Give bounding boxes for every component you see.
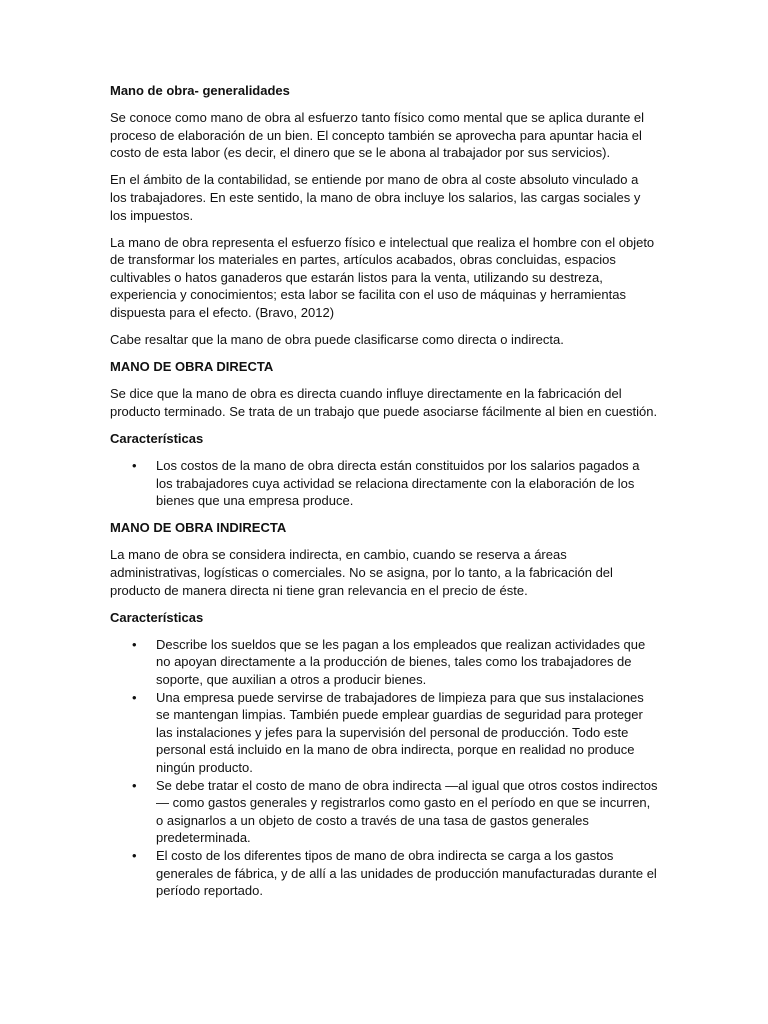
list-item — [132, 457, 658, 510]
intro-paragraph-3: La mano de obra representa el esfuerzo físico e intelectual que realiza el hombre con el objeto de transformar los materiales en partes, artículos acabados, obras concluidas, espacios cultivables o hatos ganaderos que estarán listos para la venta, utilizando su destreza, experiencia y conocimientos; esta labor se facilita con el uso de máquinas y herramientas dispuesta para el efecto. (Bravo, 2012) — [110, 234, 655, 321]
document-title: Mano de obra- generalidades — [110, 83, 290, 98]
indirect-labor-paragraph: La mano de obra se considera indirecta, en cambio, cuando se reserva a áreas administrativas, logísticas o comerciales. No se asigna, por lo tanto, a la fabricación del producto de manera directa ni tiene gran relevancia en el precio de éste. — [110, 547, 613, 598]
bullet-icon: • — [132, 636, 137, 652]
list-item-text: Una empresa puede servirse de trabajadores de limpieza para que sus instalaciones se mantengan limpias. También puede emplear guardias de seguridad para proteger las instalaciones y jefes para la supervisión del personal de producción. Todo este personal está incluido en la mano de obra indirecta, porque en realidad no produce ningún producto. — [156, 689, 644, 775]
direct-features-heading: Características — [110, 431, 204, 446]
list-item-text: El costo de los diferentes tipos de mano de obra indirecta se carga a los gastos generales de fábrica, y de allí a las unidades de producción manufacturadas durante el período reportado. — [156, 847, 657, 899]
intro-paragraph-2: En el ámbito de la contabilidad, se entiende por mano de obra al coste absoluto vinculado a los trabajadores. En este sentido, la mano de obra incluye los salarios, las cargas sociales y los impuestos. — [110, 172, 641, 223]
document-page — [110, 82, 658, 909]
list-item — [132, 847, 658, 900]
intro-paragraph-4: Cabe resaltar que la mano de obra puede clasificarse como directa o indirecta. — [110, 332, 564, 348]
bullet-icon: • — [132, 458, 137, 474]
direct-labor-heading: MANO DE OBRA DIRECTA — [110, 359, 274, 375]
list-item-text: Describe los sueldos que se les pagan a los empleados que realizan actividades que no apoyan directamente a la producción de bienes, tales como los trabajadores de soporte, que auxilian a otros a producir bienes. — [156, 636, 646, 688]
list-item — [132, 777, 658, 847]
bullet-icon: • — [132, 777, 137, 793]
direct-labor-paragraph: Se dice que la mano de obra es directa cuando influye directamente en la fabricación del producto terminado. Se trata de un trabajo que puede asociarse fácilmente al bien en cuestión. — [110, 386, 658, 419]
list-item — [132, 636, 658, 689]
direct-features-list — [110, 457, 658, 510]
indirect-features-heading: Características — [110, 609, 204, 625]
list-item — [132, 689, 658, 777]
list-item-text: Se debe tratar el costo de mano de obra indirecta —al igual que otros costos indirectos— como gastos generales y registrarlos como gasto en el período en que se incurren, o asignarlos a un objeto de costo a través de una tasa de gastos generales predeterminada. — [156, 777, 658, 846]
indirect-features-list — [110, 636, 658, 900]
list-item-text: Los costos de la mano de obra directa están constituidos por los salarios pagados a los trabajadores cuya actividad se relaciona directamente con la elaboración de los bienes que una empresa produce. — [156, 458, 640, 509]
indirect-labor-heading: MANO DE OBRA INDIRECTA — [110, 520, 287, 536]
intro-paragraph-1: Se conoce como mano de obra al esfuerzo tanto físico como mental que se aplica durante el proceso de elaboración de un bien. El concepto también se aprovecha para apuntar hacia el costo de esta labor (es decir, el dinero que se le abona al trabajador por sus servicios). — [110, 110, 645, 161]
bullet-icon: • — [132, 689, 137, 705]
bullet-icon: • — [132, 847, 137, 863]
